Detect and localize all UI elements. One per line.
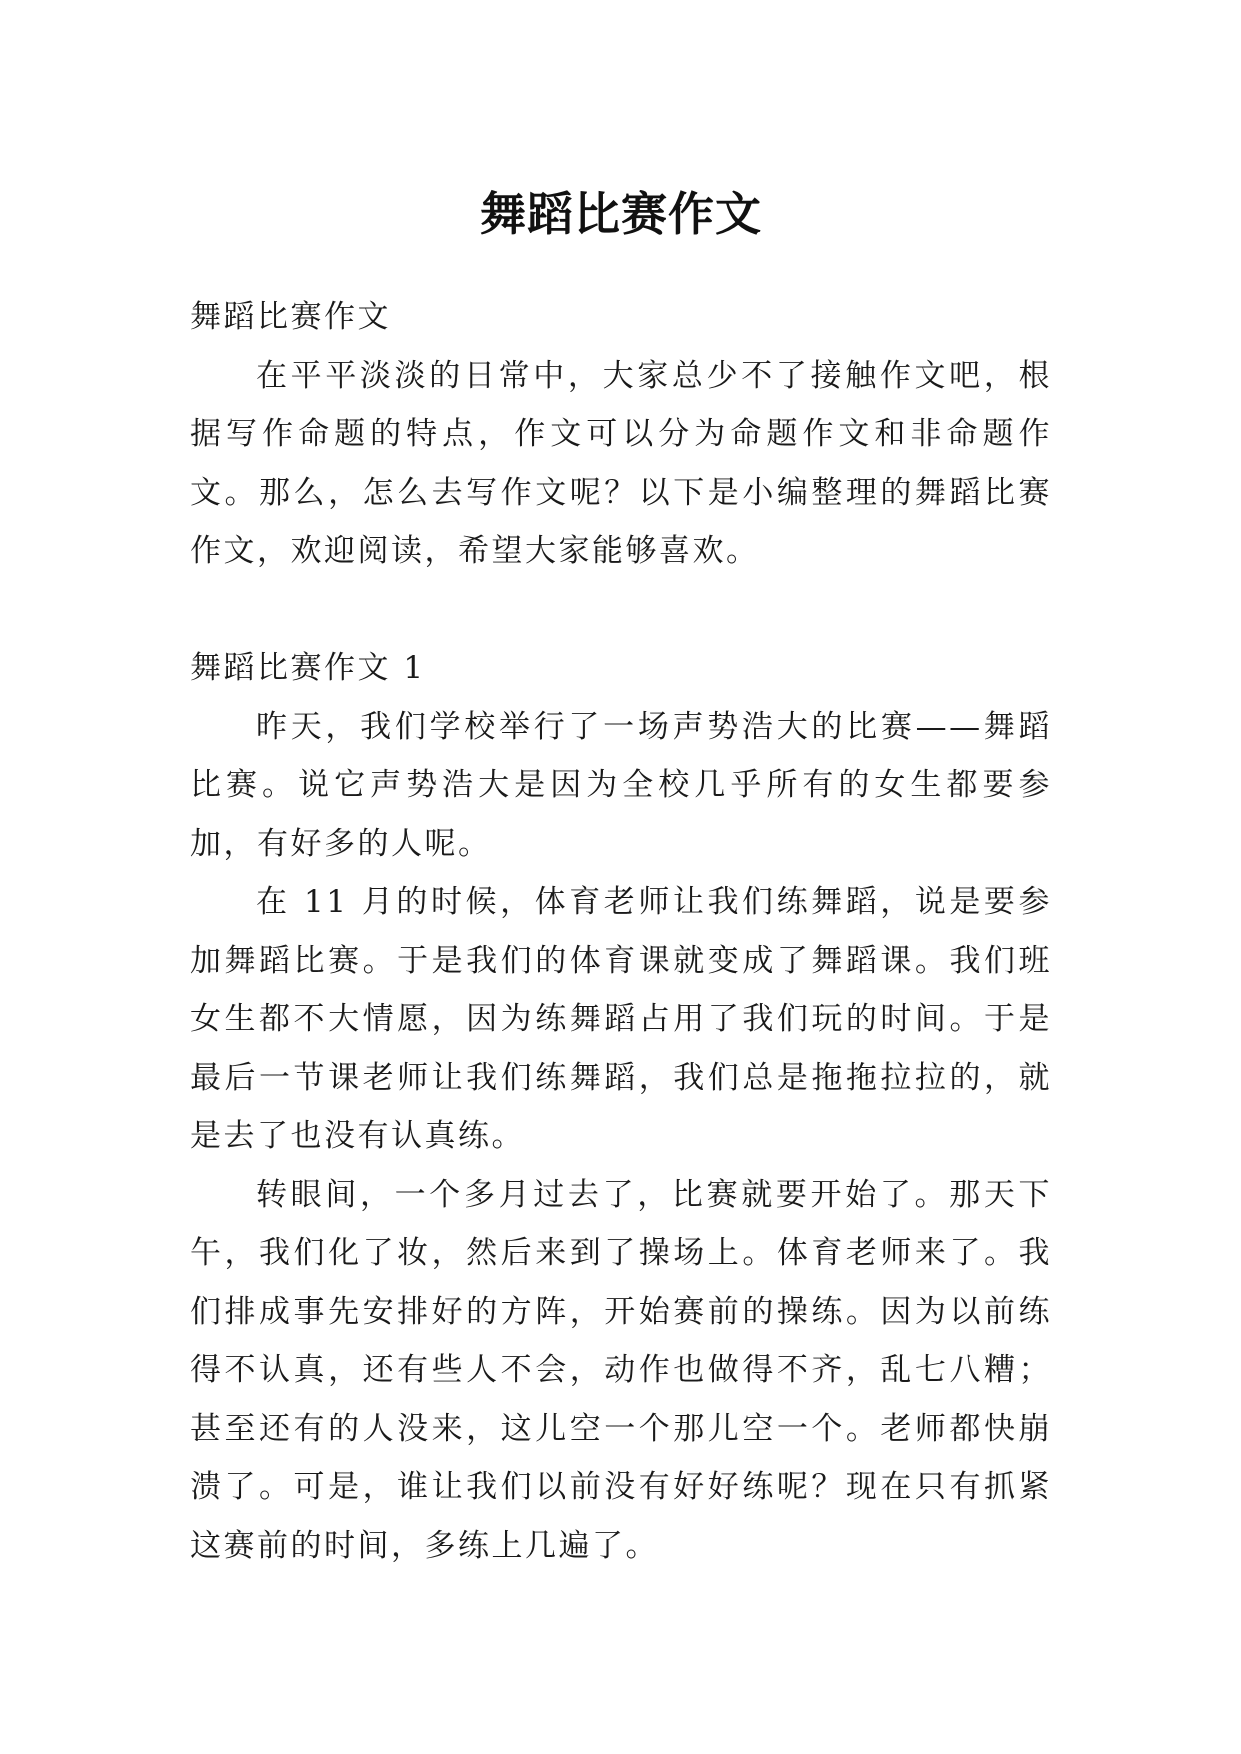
section-1-paragraph-1: 昨天，我们学校举行了一场声势浩大的比赛——舞蹈比赛。说它声势浩大是因为全校几乎所有的女生都要参加，有好多的人呢。	[190, 708, 1052, 862]
section-1-heading: 舞蹈比赛作文 1	[190, 650, 426, 686]
document-title: 舞蹈比赛作文	[480, 186, 762, 241]
intro-paragraph: 在平平淡淡的日常中，大家总少不了接触作文吧，根据写作命题的特点，作文可以分为命题作文和非命题作文。那么，怎么去写作文呢？以下是小编整理的舞蹈比赛作文，欢迎阅读，希望大家能够喜欢。	[190, 357, 1052, 569]
section-spacer	[190, 581, 1052, 640]
section-1-paragraph-3: 转眼间，一个多月过去了，比赛就要开始了。那天下午，我们化了妆，然后来到了操场上。体育老师来了。我们排成事先安排好的方阵，开始赛前的操练。因为以前练得不认真，还有些人不会，动作也做得不齐，乱七八糟；甚至还有的人没来，这儿空一个那儿空一个。老师都快崩溃了。可是，谁让我们以前没有好好练呢？现在只有抓紧这赛前的时间，多练上几遍了。	[190, 1176, 1052, 1564]
intro-heading: 舞蹈比赛作文	[190, 299, 391, 335]
section-1-paragraph-2: 在 11 月的时候，体育老师让我们练舞蹈，说是要参加舞蹈比赛。于是我们的体育课就变成了舞蹈课。我们班女生都不大情愿，因为练舞蹈占用了我们玩的时间。于是最后一节课老师让我们练舞蹈，我们总是拖拖拉拉的，就是去了也没有认真练。	[190, 884, 1052, 1154]
document-body	[190, 288, 1052, 1575]
